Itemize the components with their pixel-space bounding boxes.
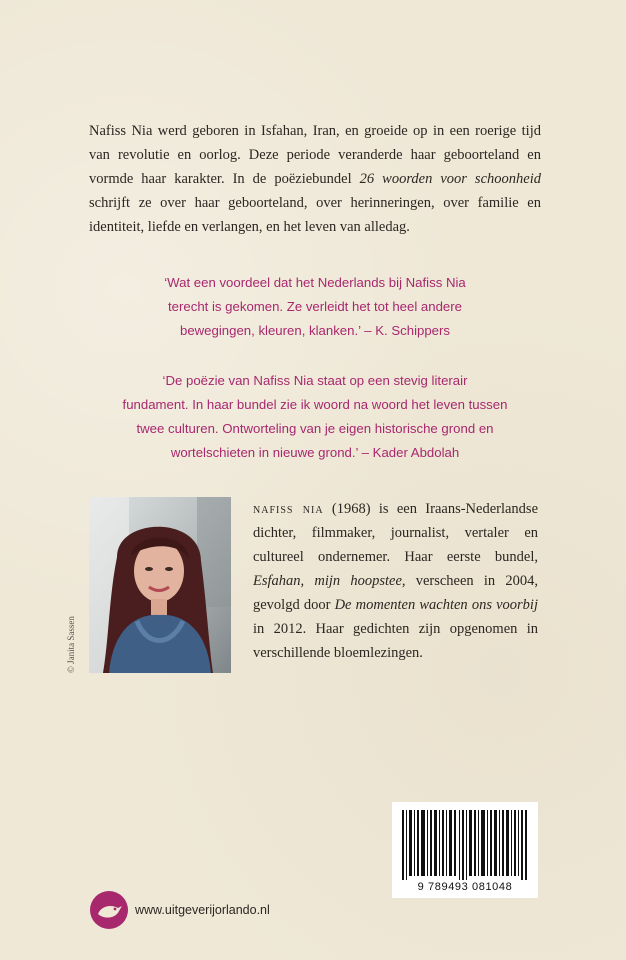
publisher-url-link[interactable]: www.uitgeverijorlando.nl: [135, 903, 270, 917]
intro-text: [89, 119, 541, 239]
isbn-number: 9 789493 081048: [417, 881, 513, 893]
intro-text-end: schrijft ze over haar geboorteland, over herinneringen, over familie en identiteit, liefde en verlangen, en het leven van alledag.: [89, 195, 541, 235]
intro-paragraph: [89, 119, 541, 239]
bio-author-name: nafiss nia: [253, 501, 324, 517]
bio-book-1: Esfahan, mijn hoopstee,: [253, 573, 406, 589]
barcode-icon: [402, 810, 528, 880]
quote-line: twee culturen. Ontworteling van je eigen historische grond en: [136, 421, 494, 436]
isbn-barcode: [392, 802, 538, 898]
quote-line: wortelschieten in nieuwe grond.’ – Kader Abdolah: [170, 445, 460, 460]
bio-text-3: in 2012. Haar gedichten zijn opgenomen in verschillende bloemlezingen.: [253, 621, 538, 661]
intro-book-title: 26 woorden voor schoonheid: [359, 171, 541, 187]
quote-schippers: [89, 271, 541, 343]
author-bio: [253, 497, 538, 665]
quote-abdolah: [89, 369, 541, 465]
bio-text-1: (1968) is een Iraans-Nederlandse dichter, filmmaker, journalist, vertaler en cultureel ondernemer. Haar eerste bundel,: [253, 501, 539, 565]
quote-line: ‘De poëzie van Nafiss Nia staat op een stevig literair: [162, 373, 468, 388]
quote-line: bewegingen, kleuren, klanken.’ – K. Schippers: [179, 323, 451, 338]
quote-line: ‘Wat een voordeel dat het Nederlands bij Nafiss Nia: [164, 275, 466, 290]
quote-line: fundament. In haar bundel zie ik woord na woord het leven tussen: [122, 397, 508, 412]
publisher-bird-logo-icon: [89, 890, 129, 930]
bio-book-2: De momenten wachten ons voorbij: [334, 597, 538, 613]
intro-text-start: Nafiss Nia werd geboren in Isfahan, Iran, en groeide op in een roerige tijd van revolutie en oorlog. Deze periode veranderde haar geboorteland en vormde haar karakter. In de poëziebundel: [89, 123, 541, 187]
bio-text-2: verscheen in 2004, gevolgd door: [253, 573, 538, 613]
author-portrait-icon: [89, 497, 231, 673]
bio-text: [253, 497, 538, 665]
quote-line: terecht is gekomen. Ze verleidt het tot heel andere: [168, 299, 462, 314]
author-photo: [89, 497, 231, 673]
photo-credit: © Janita Sassen: [66, 616, 76, 673]
